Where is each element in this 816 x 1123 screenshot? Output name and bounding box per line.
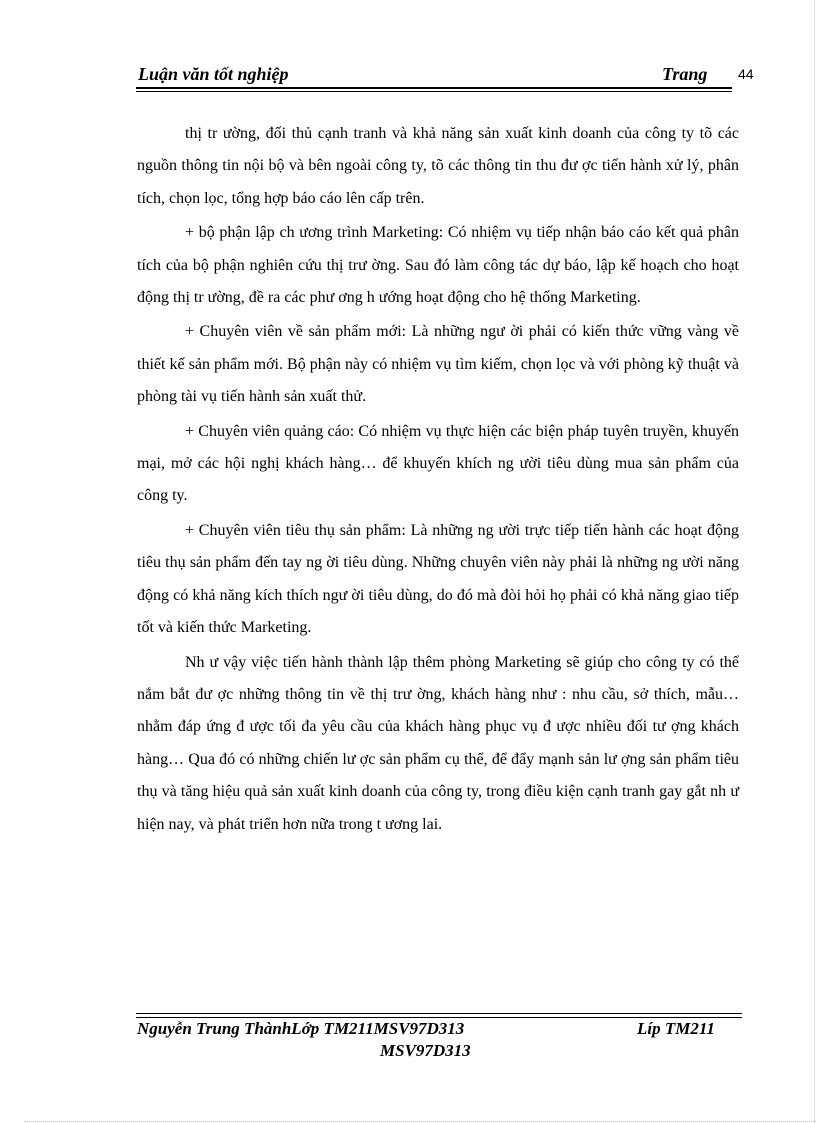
- footer-author: Nguyễn Trung ThànhLớp TM211MSV97D313: [137, 1019, 465, 1038]
- paragraph: + Chuyên viên quảng cáo: Có nhiệm vụ thực hiện các biện pháp tuyên truyền, khuyến mại, mở các hội nghị khách hàng… để khuyến khích ng ười tiêu dùng mua sản phẩm của công ty.: [137, 422, 739, 505]
- header-trang-label: Trang: [662, 64, 708, 84]
- header-rule-thin: [136, 91, 732, 92]
- footer-class: Líp TM211: [637, 1019, 715, 1038]
- header-rule: [136, 87, 732, 89]
- paragraph: + Chuyên viên tiêu thụ sản phẩm: Là những ng ười trực tiếp tiến hành các hoạt động tiêu thụ sản phẩm đến tay ng ời tiêu dùng. Những chuyên viên này phải là những ng ười năng động có khả năng kích thích ngư ời tiêu dùng, do đó mà đòi hỏi họ phải có khả năng giao tiếp tốt và kiến thức Marketing.: [137, 521, 739, 637]
- page-number: 44: [738, 66, 754, 82]
- paragraph: thị tr ường, đối thủ cạnh tranh và khả năng sản xuất kinh doanh của công ty tõ các nguồn thông tin nội bộ và bên ngoài công ty, tõ các thông tin thu đư ợc tiến hành xử lý, phân tích, chọn lọc, tổng hợp báo cáo lên cấp trên.: [137, 125, 739, 207]
- paragraph: + Chuyên viên về sản phẩm mới: Là những ngư ời phải có kiến thức vững vàng về thiết kế sản phẩm mới. Bộ phận này có nhiệm vụ tìm kiếm, chọn lọc và với phòng kỹ thuật và phòng tài vụ tiến hành sản xuất thử.: [137, 323, 739, 406]
- paragraph: + bộ phận lập ch ương trình Marketing: Có nhiệm vụ tiếp nhận báo cáo kết quả phân tích của bộ phận nghiên cứu thị trư ờng. Sau đó làm công tác dự báo, lập kế hoạch cho hoạt động thị tr ường, đề ra các phư ơng h ướng hoạt động cho hệ thống Marketing.: [137, 224, 739, 307]
- footer-rule-thin: [136, 1017, 742, 1018]
- body-text: [137, 118, 739, 843]
- footer-rule: [136, 1013, 742, 1014]
- page-edge-right: [814, 0, 815, 1123]
- page-edge-bottom: [24, 1121, 816, 1122]
- footer-student-id: MSV97D313: [380, 1041, 471, 1060]
- paragraph: Nh ư vậy việc tiến hành thành lập thêm phòng Marketing sẽ giúp cho công ty có thể nắm bắt đư ợc những thông tin về thị trư ờng, khách hàng như : nhu cầu, sở thích, mẫu… nhằm đáp ứng đ ược tối đa yêu cầu của khách hàng phục vụ đ ược nhiều đối tư ợng khách hàng… Qua đó có những chiến lư ợc sản phẩm cụ thể, để đẩy mạnh sản lư ợng sản phẩm tiêu thụ và tăng hiệu quả sản xuất kinh doanh của công ty, trong điều kiện cạnh tranh gay gắt nh ư hiện nay, và phát triển hơn nữa trong t ương lai.: [137, 653, 739, 833]
- header-title: Luận văn tốt nghiệp: [138, 64, 289, 84]
